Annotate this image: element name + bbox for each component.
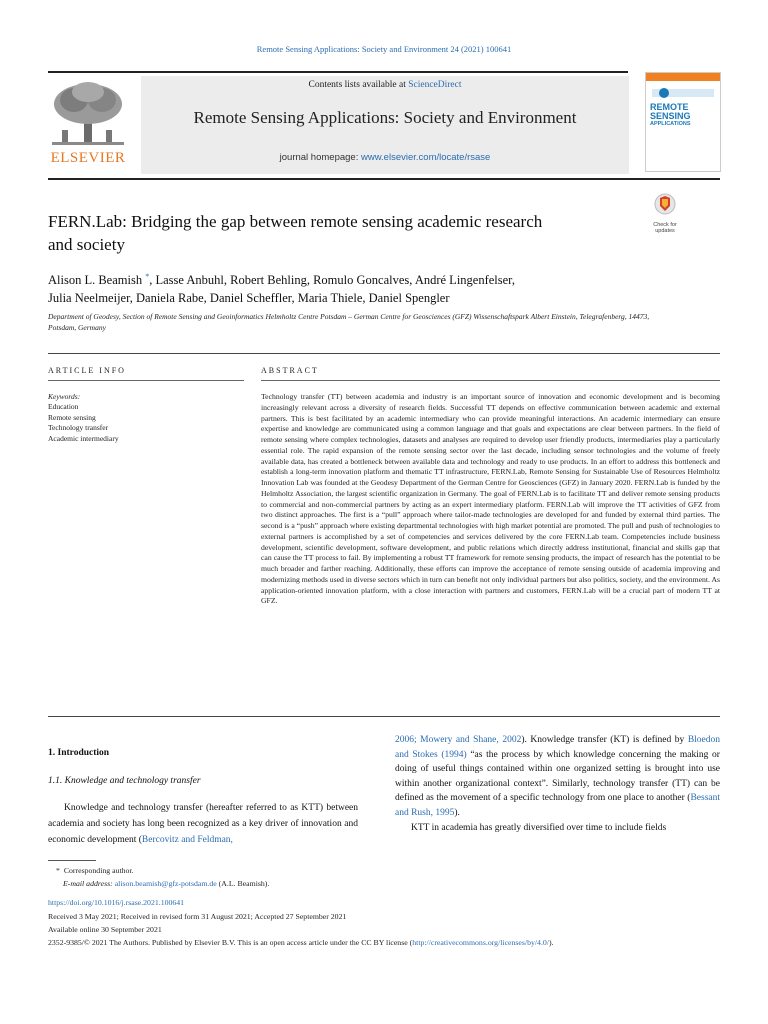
first-author[interactable]: Alison L. Beamish [48, 273, 143, 288]
article-title-line1: FERN.Lab: Bridging the gap between remote sensing academic research [48, 212, 543, 231]
journal-citation-link[interactable]: Remote Sensing Applications: Society and Environment 24 (2021) 100641 [256, 44, 512, 54]
abstract-rule [261, 380, 720, 381]
abstract-text: Technology transfer (TT) between academia and industry is an important source of innovation and economic development and is becoming increasingly relevant across a diversity of research fields. Successful TT depends on effective communication between academic and external partners. This is best facilitated by an academic intermediary who can provide meaningful interactions. An academic intermediary can ensure expertise and knowledge are communicated using a common language and that goals and expectations are clear between partners. In the field of remote sensing where complex technologies, datasets and analyses are required to develop user friendly products, intermediaries play a particularly essential role. The rapid expansion of the remote sensing sector over the last decade, including sensor technologies and the volume of freely available data, has created a bottleneck between available data and technology and ready to use products. In an effort to address this bottleneck and establish a long-term innovation platform and thematic TT infrastructure, FERN.Lab, Remote Sensing for Sustainable Use of Resources Helmholtz Innovation Lab was founded at the Geodesy Department of the German Centre for Geosciences (GFZ) in January 2020. FERN.Lab is funded by the Helmholtz Association, the largest scientific organization in Germany. The goal of FERN.Lab is to facilitate TT and deliver remote sensing products to commercial and non-commercial partners by acting as an expert intermediary platform. FERN.Lab will improve the TT activities of GFZ from two distinct approaches. The first is a “pull” approach where tailor-made technologies are developed for and funded by external third parties. The second is a “push” approach where existing departmental technologies with high market potential are promoted. The pull and push of technologies to external partners is accomplished by a set of competencies and services delivered by the core FERN.Lab team. Competencies include business development, scientific development, software development, and public relations which directly address institutional, financial and skills gap that can cause the TT process to fail. By implementing a robust TT framework for remote sensing products, the impact of research has the potential to be much broader and farther reaching. Additionally, these efforts can improve the acceptance of remote sensing outside of academia improving and modernizing methods used in diverse sectors which in turn can benefit not only individual partners but also politics, society, and the environment. As application-oriented innovation platform, with a close interaction with partners and customers, FERN.Lab will be a crucial part of modern TT at GFZ. [261, 392, 720, 606]
check-updates-line1: Check for [653, 222, 677, 228]
section-heading-introduction: 1. Introduction [48, 748, 110, 758]
article-info-rule [48, 380, 244, 381]
license-prefix: 2352-9385/© 2021 The Authors. Published by Elsevier B.V. This is an open access article under the CC BY license ( [48, 938, 413, 947]
body-column-right [395, 733, 720, 835]
authors-line1-rest: , Lasse Anbuhl, Robert Behling, Romulo Goncalves, André Lingenfelser, [149, 273, 515, 288]
homepage-line [141, 152, 629, 163]
left-para-text: Knowledge and technology transfer (hereafter referred to as KTT) between academia and society has long been recognized as a key driver of innovation and economic development ( [48, 803, 358, 845]
journal-title: Remote Sensing Applications: Society and Environment [193, 108, 577, 127]
body-paragraph-left [48, 800, 358, 848]
check-updates-line2: updates [655, 228, 675, 234]
online-date: Available online 30 September 2021 [48, 925, 162, 934]
footnote-marker: * [56, 866, 60, 875]
received-dates: Received 3 May 2021; Received in revised form 31 August 2021; Accepted 27 September 2021 [48, 912, 347, 921]
header-top-rule [48, 71, 628, 73]
keyword-item: Remote sensing [48, 412, 96, 422]
keyword-item: Technology transfer [48, 423, 109, 433]
cover-title-text [650, 103, 718, 129]
right-text-2: “as the process by which knowledge concerning the making or doing of useful things contained within one organized setting is brought into use within another organizational context”. Similarly, technology transfer (TT) can be defined as the movement of a specific technology from one place to another ( [395, 749, 720, 804]
citation-link-bercovitz[interactable]: Bercovitz and Feldman, [141, 835, 233, 845]
citation-link-mowery[interactable]: 2006; Mowery and Shane, 2002 [395, 735, 522, 745]
citation-link-bloedon[interactable]: Bloedon and Stokes (1994) [395, 735, 721, 760]
homepage-prefix: journal homepage: [279, 152, 361, 163]
contents-prefix: Contents lists available at [308, 80, 409, 90]
abstract-heading: ABSTRACT [261, 366, 319, 375]
license-line [48, 938, 554, 947]
keywords-heading: Keywords: [48, 392, 81, 401]
check-updates-label [650, 222, 680, 234]
authors-line2: Julia Neelmeijer, Daniela Rabe, Daniel Scheffler, Maria Thiele, Daniel Spengler [48, 291, 450, 306]
abstract-bottom-rule [48, 716, 720, 717]
contents-line [141, 80, 629, 90]
affiliation-rule [48, 353, 720, 354]
email-link[interactable]: alison.beamish@gfz-potsdam.de [114, 879, 217, 888]
subsection-heading: 1.1. Knowledge and technology transfer [48, 776, 201, 786]
sciencedirect-link[interactable]: ScienceDirect [408, 80, 462, 90]
article-title-line2: and society [48, 235, 125, 254]
cover-line: APPLICATIONS [650, 121, 691, 127]
article-info-heading: ARTICLE INFO [48, 366, 126, 375]
email-footnote [63, 879, 269, 888]
right-text-1: ). Knowledge transfer (KT) is defined by [521, 735, 688, 745]
cover-line: SENSING [650, 110, 691, 121]
footnote-rule [48, 860, 96, 861]
doi-link[interactable]: https://doi.org/10.1016/j.rsase.2021.100641 [48, 898, 185, 907]
check-for-updates-button[interactable] [650, 193, 680, 234]
license-link[interactable]: http://creativecommons.org/licenses/by/4.0/ [412, 938, 549, 947]
cover-graphic-icon [652, 85, 714, 101]
footnote-corresponding-text: Corresponding author. [63, 866, 134, 875]
keywords-list [48, 392, 119, 444]
keyword-item: Academic intermediary [48, 433, 119, 443]
journal-cover-image[interactable] [645, 72, 721, 172]
email-label: E-mail address: [63, 879, 113, 888]
keyword-item: Education [48, 402, 79, 412]
author-affiliation: Department of Geodesy, Section of Remote Sensing and Geoinformatics Helmholtz Centre Potsdam – German Centre for Geosciences (GFZ) Wissenschaftspark Albert Einstein, Telegrafenberg, 14473, Potsdam, Germany [48, 312, 650, 332]
elsevier-wordmark: ELSEVIER [50, 150, 126, 166]
license-suffix: ). [548, 938, 554, 947]
author-list [48, 268, 668, 307]
corresponding-author-footnote [56, 866, 134, 875]
article-title [48, 210, 633, 256]
homepage-link[interactable]: www.elsevier.com/locate/rsase [360, 152, 491, 163]
citation-link-bessant[interactable]: Bessant and Rush, 1995 [395, 793, 720, 818]
right-para-1 [395, 733, 720, 821]
cover-top-band [646, 73, 720, 81]
header-bottom-rule [48, 178, 720, 180]
right-text-3: ). [454, 807, 460, 818]
email-suffix: (A.L. Beamish). [216, 879, 270, 888]
right-para-2: KTT in academia has greatly diversified over time to include fields [411, 822, 667, 833]
corresponding-author-marker[interactable]: * [145, 272, 150, 281]
check-updates-icon [653, 193, 677, 215]
tree-icon [48, 80, 128, 150]
cover-line: REMOTE [650, 102, 689, 112]
authors-line1 [48, 268, 668, 289]
